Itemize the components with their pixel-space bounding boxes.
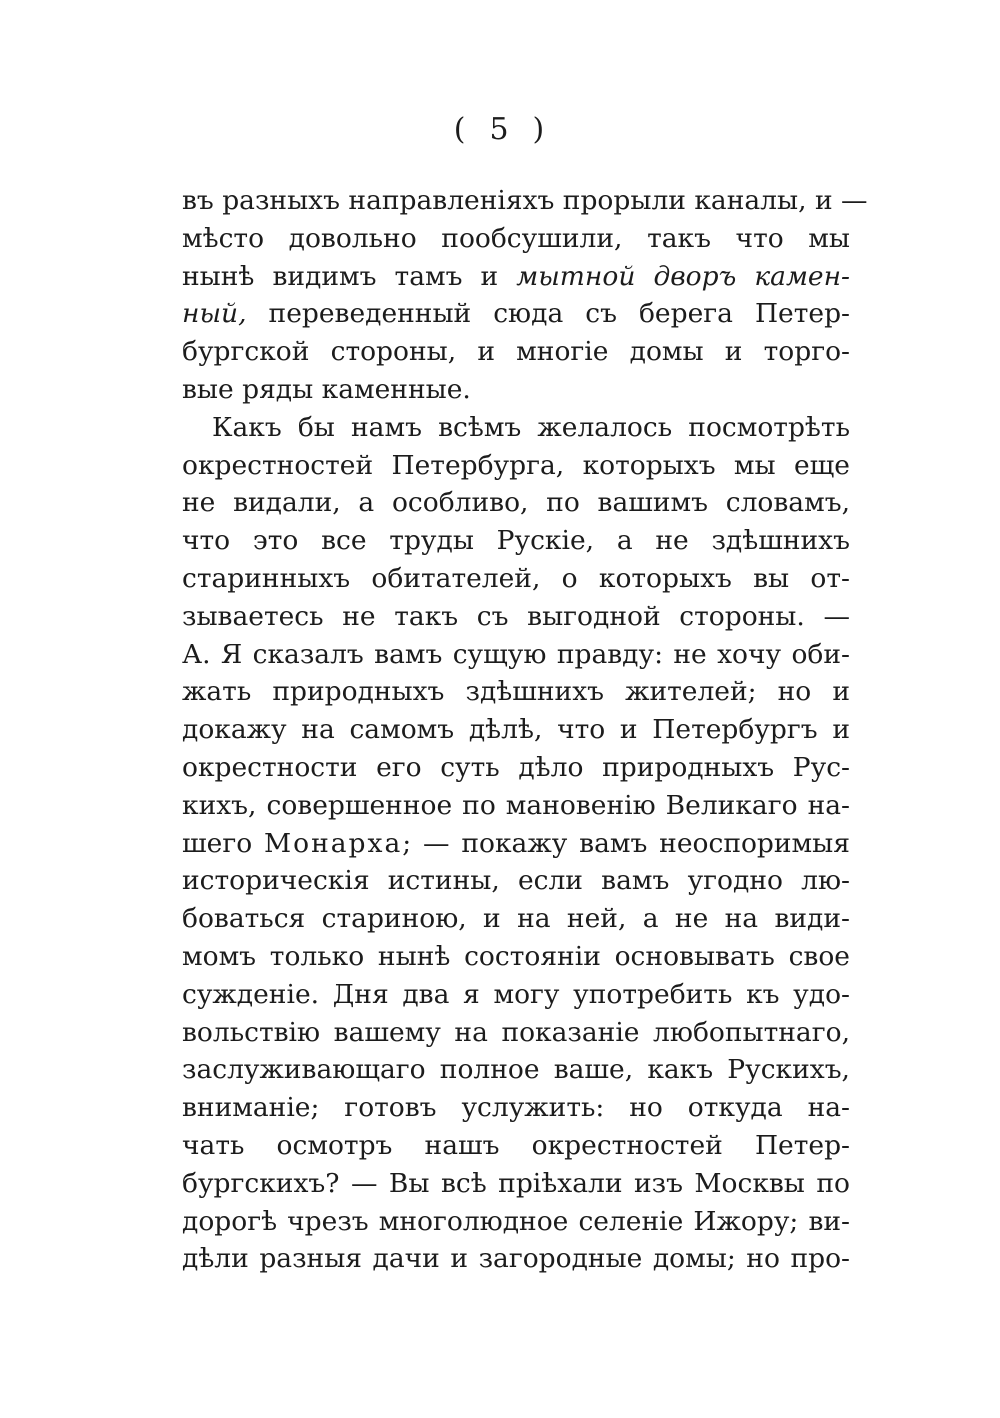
body-text (182, 182, 868, 1278)
text-line: жать природныхъ здѣшнихъ жителей; но и (182, 676, 850, 708)
close-paren: ) (532, 112, 547, 147)
text-line: докажу на самомъ дѣлѣ, что и Петербургъ и (182, 714, 850, 746)
text-line (182, 825, 850, 863)
text-line: вольствію вашему на показаніе любопытнаго, (182, 1016, 850, 1048)
text-line: А. Я сказалъ вамъ сущую правду: не хочу оби- (182, 638, 850, 670)
italic-text: мытной дворъ камен- (516, 260, 851, 292)
text-span: переведенный сюда съ берега Петер- (246, 298, 850, 330)
page-number-value: 5 (489, 112, 511, 147)
text-line: сужденіе. Дня два я могу употребить къ удо- (182, 978, 850, 1010)
text-line: историческія истины, если вамъ угодно лю- (182, 865, 850, 897)
spaced-text: Монарха (264, 827, 403, 859)
text-line: старинныхъ обитателей, о которыхъ вы от- (182, 562, 850, 594)
text-line: вниманіе; готовъ услужить: но откуда на- (182, 1092, 850, 1124)
text-line: вые ряды каменные. (182, 373, 471, 405)
text-span: нынѣ видимъ тамъ и (182, 260, 517, 292)
paragraph-first-line: Какъ бы намъ всѣмъ желалось посмотрѣть (212, 411, 850, 443)
italic-text: ный, (182, 298, 247, 330)
text-line: заслуживающаго полное ваше, какъ Рускихъ, (182, 1054, 850, 1086)
text-line: въ разныхъ направленіяхъ прорыли каналы, и — (182, 185, 868, 216)
text-line (182, 258, 850, 296)
text-line: зываетесь не такъ съ выгодной стороны. — (182, 600, 850, 632)
text-line: боваться стариною, и на ней, а не на види- (182, 903, 850, 935)
text-line: окрестностей Петербурга, которыхъ мы еще (182, 449, 850, 481)
text-line: момъ только нынѣ состояніи основывать свое (182, 940, 850, 972)
text-span: ; — покажу вамъ неоспоримыя (402, 827, 850, 859)
open-paren: ( (453, 112, 468, 147)
page-number (0, 112, 1000, 147)
text-line: мѣсто довольно пообсушили, такъ что мы (182, 222, 850, 254)
text-line (182, 295, 850, 333)
text-line: что это все труды Рускіе, а не здѣшнихъ (182, 525, 850, 557)
text-span: шего (182, 827, 264, 859)
text-line: окрестности его суть дѣло природныхъ Рус- (182, 751, 850, 783)
text-line: бургскихъ? — Вы всѣ пріѣхали изъ Москвы по (182, 1167, 850, 1199)
text-line: кихъ, совершенное по мановенію Великаго на- (182, 789, 850, 821)
text-line: чать осмотръ нашъ окрестностей Петер- (182, 1129, 850, 1161)
text-line: дѣли разныя дачи и загородные домы; но про- (182, 1243, 850, 1275)
text-line: бургской стороны, и многіе домы и торго- (182, 336, 850, 368)
text-line: не видали, а особливо, по вашимъ словамъ, (182, 487, 850, 519)
text-line: дорогѣ чрезъ многолюдное селеніе Ижору; ви- (182, 1205, 850, 1237)
